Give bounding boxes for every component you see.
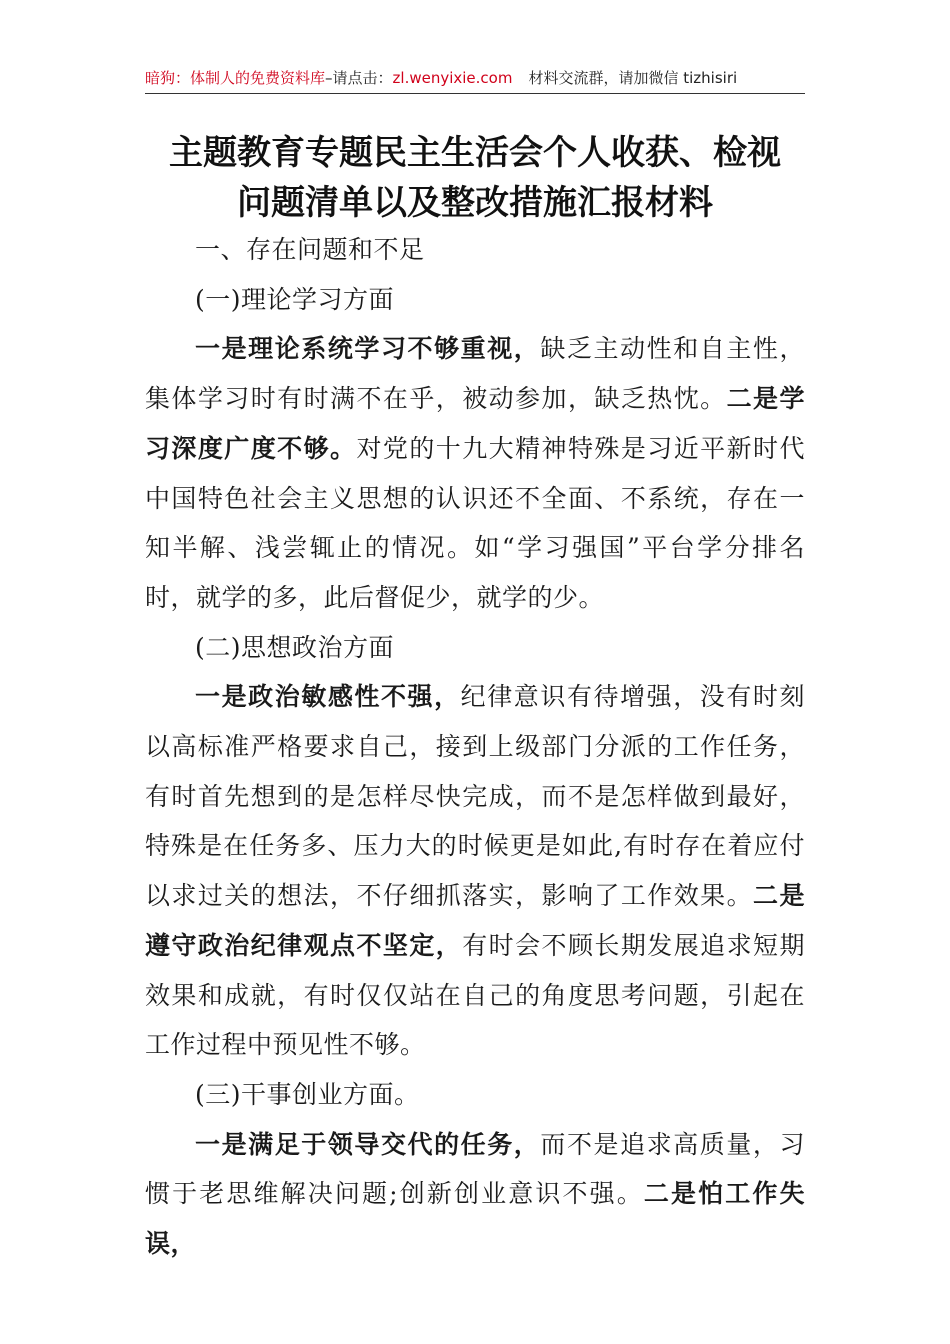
point-1-text: 缺乏主动性和自主性，集体学习时有时满不在乎，被动参加，缺乏热忱。 (145, 334, 805, 414)
header-divider (145, 93, 805, 94)
section-heading-1: 一、存在问题和不足 (195, 235, 425, 264)
document-title (100, 128, 850, 228)
point-2-bold: 二是学习深度广度不够。 (145, 384, 805, 463)
point-4-bold: 二是遵守政治纪律观点不坚定， (145, 881, 805, 960)
paragraph-theory-study (145, 324, 805, 622)
point-3-bold: 一是政治敏感性不强， (195, 682, 461, 712)
site-url-link[interactable]: zl.wenyixie.com (392, 69, 513, 87)
point-4-text: 有时会不顾长期发展追求短期效果和成就，有时仅仅站在自己的角度思考问题，引起在工作过程中预见性不够。 (145, 930, 805, 1060)
site-name: 暗狗：体制人的免费资料库 (145, 69, 326, 87)
point-5-text: 而不是追求高质量，习惯于老思维解决问题;创新创业意识不强。 (145, 1129, 805, 1209)
title-line-2: 问题清单以及整改措施汇报材料 (237, 183, 713, 223)
page-header (145, 66, 805, 90)
document-body (145, 225, 805, 1269)
paragraph-entrepreneurship (145, 1120, 805, 1269)
wechat-note: 材料交流群，请加微信 tizhisiri (528, 69, 738, 87)
point-6-bold: 二是怕工作失误， (145, 1179, 805, 1259)
point-2-text: 对党的十九大精神特殊是习近平新时代中国特色社会主义思想的认识还不全面、不系统，存在一知半解、浅尝辄止的情况。如“学习强国”平台学分排名时，就学的多，此后督促少，就学的少。 (145, 433, 805, 612)
point-3-text: 纪律意识有待增强，没有时刻以高标准严格要求自己，接到上级部门分派的工作任务，有时首先想到的是怎样尽快完成，而不是怎样做到最好，特殊是在任务多、压力大的时候更是如此,有时存在着应付以求过关的想法，不仔细抓落实，影响了工作效果。 (145, 682, 805, 911)
subsection-heading-1: (一)理论学习方面 (195, 284, 395, 314)
paragraph-political-thought (145, 672, 805, 1070)
point-1-bold: 一是理论系统学习不够重视， (195, 334, 541, 364)
title-line-1: 主题教育专题民主生活会个人收获、检视 (169, 133, 781, 173)
click-prompt: –请点击： (325, 69, 393, 87)
point-5-bold: 一是满足于领导交代的任务， (195, 1129, 541, 1159)
subsection-heading-2: (二)思想政治方面 (195, 632, 395, 662)
subsection-heading-3: (三)干事创业方面。 (195, 1079, 420, 1109)
